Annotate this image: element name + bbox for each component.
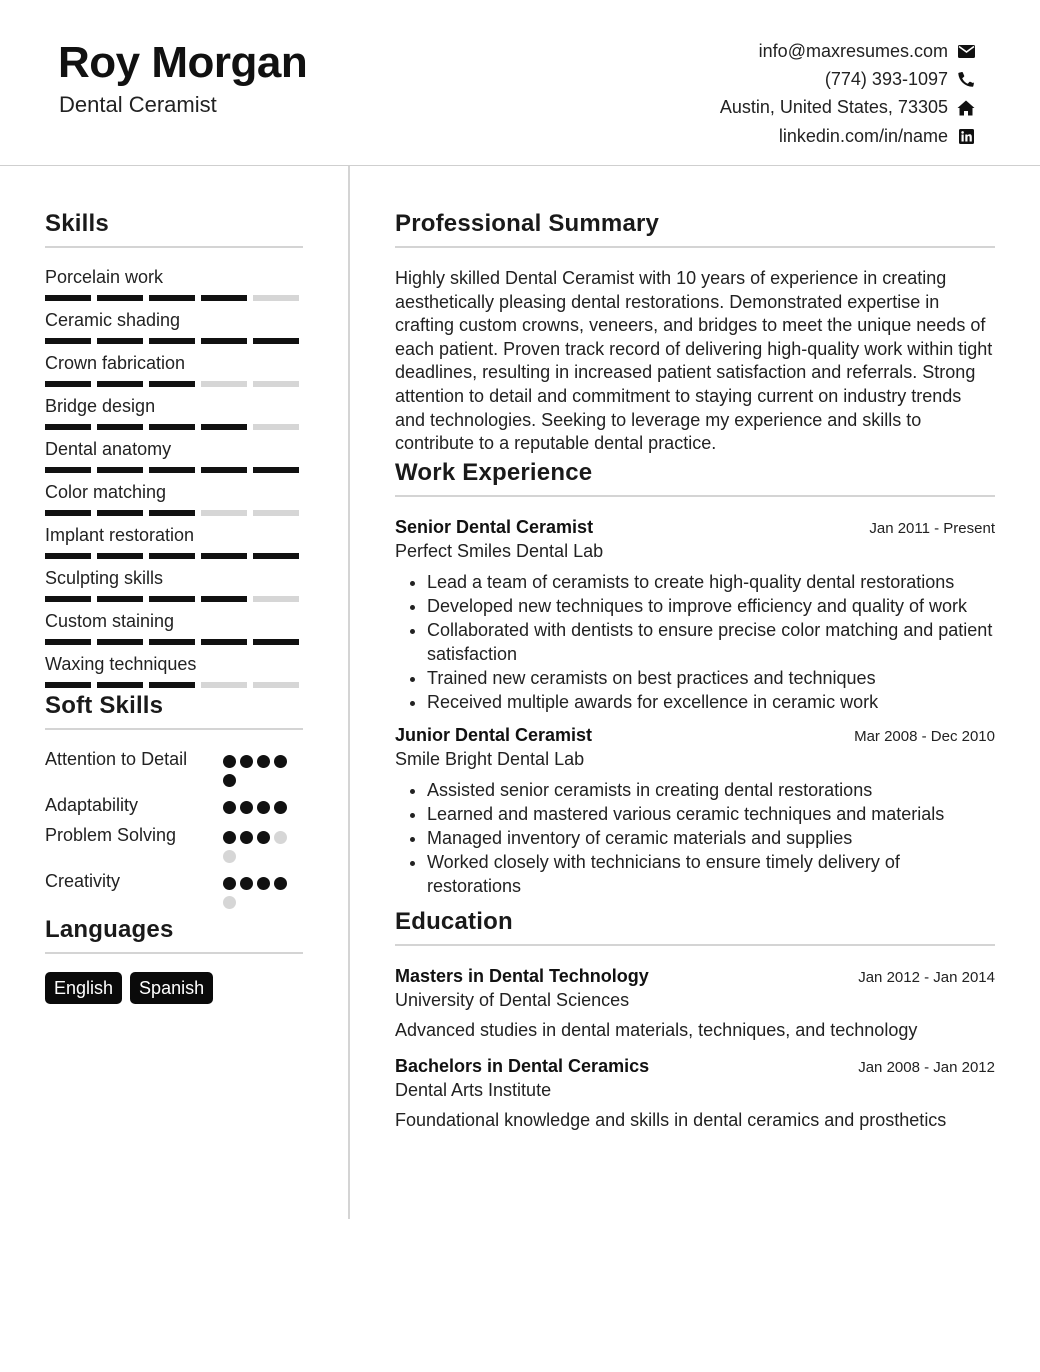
language-badge: English: [45, 972, 122, 1004]
contact-address-text: Austin, United States, 73305: [719, 97, 948, 118]
skill-level-segment: [253, 682, 299, 688]
candidate-name: Roy Morgan: [58, 38, 308, 87]
summary-text: Highly skilled Dental Ceramist with 10 years of experience in creating aesthetically pleasing dental restorations. Demonstrated expertise in crafting custom crowns, veneers, and bridges to meet the unique needs of each patient. Proven track record of delivering high-quality work within tight deadlines, resulting in increased patient satisfaction and referrals. Strong attention to detail and commitment to staying current on industry trends and technologies. Seeking to leverage my experience and skills to contribute to a reputable dental practice.: [395, 268, 993, 454]
skill-item: [45, 565, 303, 608]
skill-name: Sculpting skills: [45, 568, 164, 588]
soft-skills-heading: Soft Skills: [45, 692, 303, 730]
rating-dot: [257, 755, 270, 768]
skill-level-segment: [253, 510, 299, 516]
soft-skill-item: [45, 794, 303, 817]
job-entry: [395, 517, 995, 715]
job-company: Smile Bright Dental Lab: [395, 748, 585, 769]
job-title: Junior Dental Ceramist: [395, 724, 593, 745]
skill-level-segment: [149, 639, 195, 645]
job-bullet: • Managed inventory of ceramic materials and supplies: [427, 827, 995, 851]
skill-item: [45, 393, 303, 436]
soft-skill-rating: [223, 870, 303, 909]
job-title: Senior Dental Ceramist: [395, 516, 594, 537]
skill-level-bar: [45, 639, 303, 645]
education-entry: [395, 966, 995, 1041]
job-bullet: • Lead a team of ceramists to create high-quality dental restorations: [427, 571, 995, 595]
skill-name: Dental anatomy: [45, 439, 172, 459]
rating-dot: [257, 801, 270, 814]
skill-item: [45, 307, 303, 350]
rating-dot: [274, 831, 287, 844]
skill-level-segment: [45, 553, 91, 559]
job-entry: [395, 725, 995, 899]
skill-level-segment: [253, 424, 299, 430]
education-school: University of Dental Sciences: [395, 990, 630, 1011]
skill-level-segment: [97, 510, 143, 516]
skill-level-segment: [253, 639, 299, 645]
skill-level-segment: [149, 510, 195, 516]
rating-dot: [274, 755, 287, 768]
education-heading: Education: [395, 908, 995, 946]
job-bullet: • Worked closely with technicians to ensure timely delivery of restorations: [427, 851, 995, 898]
skill-item: [45, 608, 303, 651]
education-header: [395, 966, 995, 987]
contact-linkedin[interactable]: [720, 122, 976, 150]
skill-level-segment: [201, 295, 247, 301]
rating-dot: [274, 877, 287, 890]
job-bullets: [427, 571, 995, 715]
soft-skill-name: Adaptability: [45, 795, 139, 815]
rating-dot: [240, 755, 253, 768]
soft-skill-item: [45, 824, 303, 863]
rating-dot: [223, 755, 236, 768]
skill-name: Color matching: [45, 482, 167, 502]
skill-level-segment: [45, 639, 91, 645]
skill-level-segment: [201, 682, 247, 688]
job-header: [395, 517, 995, 538]
contact-email-text: info@maxresumes.com: [758, 40, 948, 61]
skill-item: [45, 436, 303, 479]
rating-dot: [257, 877, 270, 890]
soft-skill-name: Problem Solving: [45, 825, 177, 845]
experience-heading: Work Experience: [395, 459, 995, 497]
skill-level-segment: [149, 682, 195, 688]
skill-level-segment: [149, 467, 195, 473]
skill-level-segment: [201, 510, 247, 516]
skill-level-segment: [45, 596, 91, 602]
skill-level-segment: [45, 510, 91, 516]
skill-level-bar: [45, 295, 303, 301]
job-dates: Mar 2008 - Dec 2010: [854, 727, 995, 745]
skill-level-segment: [253, 338, 299, 344]
home-icon: [956, 98, 976, 118]
skill-level-segment: [149, 295, 195, 301]
soft-skill-name: Attention to Detail: [45, 749, 188, 769]
skill-name: Crown fabrication: [45, 353, 186, 373]
job-bullet: • Learned and mastered various ceramic techniques and materials: [427, 803, 995, 827]
skill-level-segment: [253, 295, 299, 301]
soft-skill-item: [45, 748, 303, 787]
rating-dot: [223, 896, 236, 909]
skill-name: Bridge design: [45, 396, 156, 416]
skill-level-segment: [149, 424, 195, 430]
skill-level-segment: [97, 639, 143, 645]
rating-dot: [257, 831, 270, 844]
rating-dot: [223, 831, 236, 844]
skill-item: [45, 350, 303, 393]
job-bullet: • Assisted senior ceramists in creating dental restorations: [427, 779, 995, 803]
skill-level-bar: [45, 381, 303, 387]
job-dates: Jan 2011 - Present: [869, 519, 995, 537]
job-bullets: [427, 779, 995, 899]
skill-item: [45, 651, 303, 694]
rating-dot: [223, 877, 236, 890]
skill-level-segment: [149, 381, 195, 387]
skill-level-segment: [45, 467, 91, 473]
rating-dot: [223, 801, 236, 814]
education-dates: Jan 2008 - Jan 2012: [858, 1059, 995, 1077]
skill-level-bar: [45, 510, 303, 516]
skill-level-segment: [45, 338, 91, 344]
job-bullet: • Received multiple awards for excellence in ceramic work: [427, 691, 995, 715]
rating-dot: [240, 831, 253, 844]
soft-skill-rating: [223, 794, 303, 817]
skill-level-segment: [201, 639, 247, 645]
skill-level-segment: [97, 295, 143, 301]
contact-linkedin-text: linkedin.com/in/name: [778, 125, 948, 146]
skill-level-segment: [253, 381, 299, 387]
languages-list: [45, 972, 303, 1004]
skill-level-segment: [201, 553, 247, 559]
education-entry: [395, 1056, 995, 1131]
column-divider: [348, 166, 350, 1219]
education-list: [395, 966, 995, 1131]
language-badge: Spanish: [130, 972, 213, 1004]
skill-level-bar: [45, 338, 303, 344]
skill-level-segment: [201, 596, 247, 602]
job-header: [395, 725, 995, 746]
skills-heading: Skills: [45, 210, 303, 248]
skill-level-segment: [97, 338, 143, 344]
skill-level-segment: [149, 596, 195, 602]
skill-level-segment: [201, 467, 247, 473]
rating-dot: [223, 774, 236, 787]
skill-level-segment: [97, 424, 143, 430]
contact-email[interactable]: [720, 37, 976, 65]
skill-level-bar: [45, 467, 303, 473]
soft-skill-rating: [223, 824, 303, 863]
rating-dot: [240, 877, 253, 890]
candidate-title: Dental Ceramist: [59, 92, 217, 117]
skill-level-segment: [45, 682, 91, 688]
education-school: Dental Arts Institute: [395, 1080, 552, 1101]
skill-level-segment: [201, 381, 247, 387]
skill-level-segment: [45, 424, 91, 430]
skill-level-segment: [97, 553, 143, 559]
skill-level-segment: [97, 467, 143, 473]
languages-heading: Languages: [45, 916, 303, 954]
skill-level-bar: [45, 596, 303, 602]
skill-level-segment: [97, 381, 143, 387]
contact-list: [720, 37, 976, 150]
skill-level-segment: [149, 553, 195, 559]
resume-header: [0, 0, 1040, 166]
contact-phone-text: (774) 393-1097: [824, 68, 948, 89]
rating-dot: [240, 801, 253, 814]
job-company: Perfect Smiles Dental Lab: [395, 540, 604, 561]
rating-dot: [274, 801, 287, 814]
skill-level-bar: [45, 553, 303, 559]
skill-level-segment: [45, 381, 91, 387]
skill-level-segment: [97, 682, 143, 688]
rating-dot: [223, 850, 236, 863]
job-bullet: • Developed new techniques to improve efficiency and quality of work: [427, 595, 995, 619]
education-degree: Bachelors in Dental Ceramics: [395, 1056, 650, 1077]
skill-item: [45, 479, 303, 522]
contact-phone[interactable]: [720, 65, 976, 93]
experience-list: [395, 517, 995, 899]
soft-skill-item: [45, 870, 303, 909]
skill-item: [45, 264, 303, 307]
skill-level-segment: [253, 596, 299, 602]
linkedin-icon: [956, 126, 976, 146]
skill-level-bar: [45, 682, 303, 688]
job-bullet: • Trained new ceramists on best practices and techniques: [427, 667, 995, 691]
education-description: Advanced studies in dental materials, techniques, and technology: [395, 1020, 918, 1041]
education-header: [395, 1056, 995, 1077]
soft-skill-name: Creativity: [45, 871, 121, 891]
skill-name: Ceramic shading: [45, 310, 181, 330]
skill-name: Porcelain work: [45, 267, 164, 287]
soft-skill-rating: [223, 748, 303, 787]
skill-level-segment: [201, 338, 247, 344]
skill-level-segment: [149, 338, 195, 344]
right-column: [395, 210, 995, 1146]
skills-list: [45, 264, 303, 694]
education-description: Foundational knowledge and skills in dental ceramics and prosthetics: [395, 1110, 947, 1131]
skill-level-segment: [201, 424, 247, 430]
left-column: [45, 210, 303, 1004]
skill-name: Custom staining: [45, 611, 175, 631]
skill-item: [45, 522, 303, 565]
education-dates: Jan 2012 - Jan 2014: [858, 969, 995, 987]
skill-level-segment: [97, 596, 143, 602]
skill-name: Waxing techniques: [45, 654, 197, 674]
soft-skills-list: [45, 748, 303, 909]
skill-level-segment: [253, 467, 299, 473]
contact-address: [720, 94, 976, 122]
skill-level-segment: [45, 295, 91, 301]
education-degree: Masters in Dental Technology: [395, 966, 649, 987]
skill-level-segment: [253, 553, 299, 559]
job-bullet: • Collaborated with dentists to ensure precise color matching and patient satisfaction: [427, 619, 995, 666]
phone-icon: [956, 69, 976, 89]
envelope-icon: [956, 41, 976, 61]
skill-name: Implant restoration: [45, 525, 195, 545]
skill-level-bar: [45, 424, 303, 430]
summary-heading: Professional Summary: [395, 210, 995, 248]
